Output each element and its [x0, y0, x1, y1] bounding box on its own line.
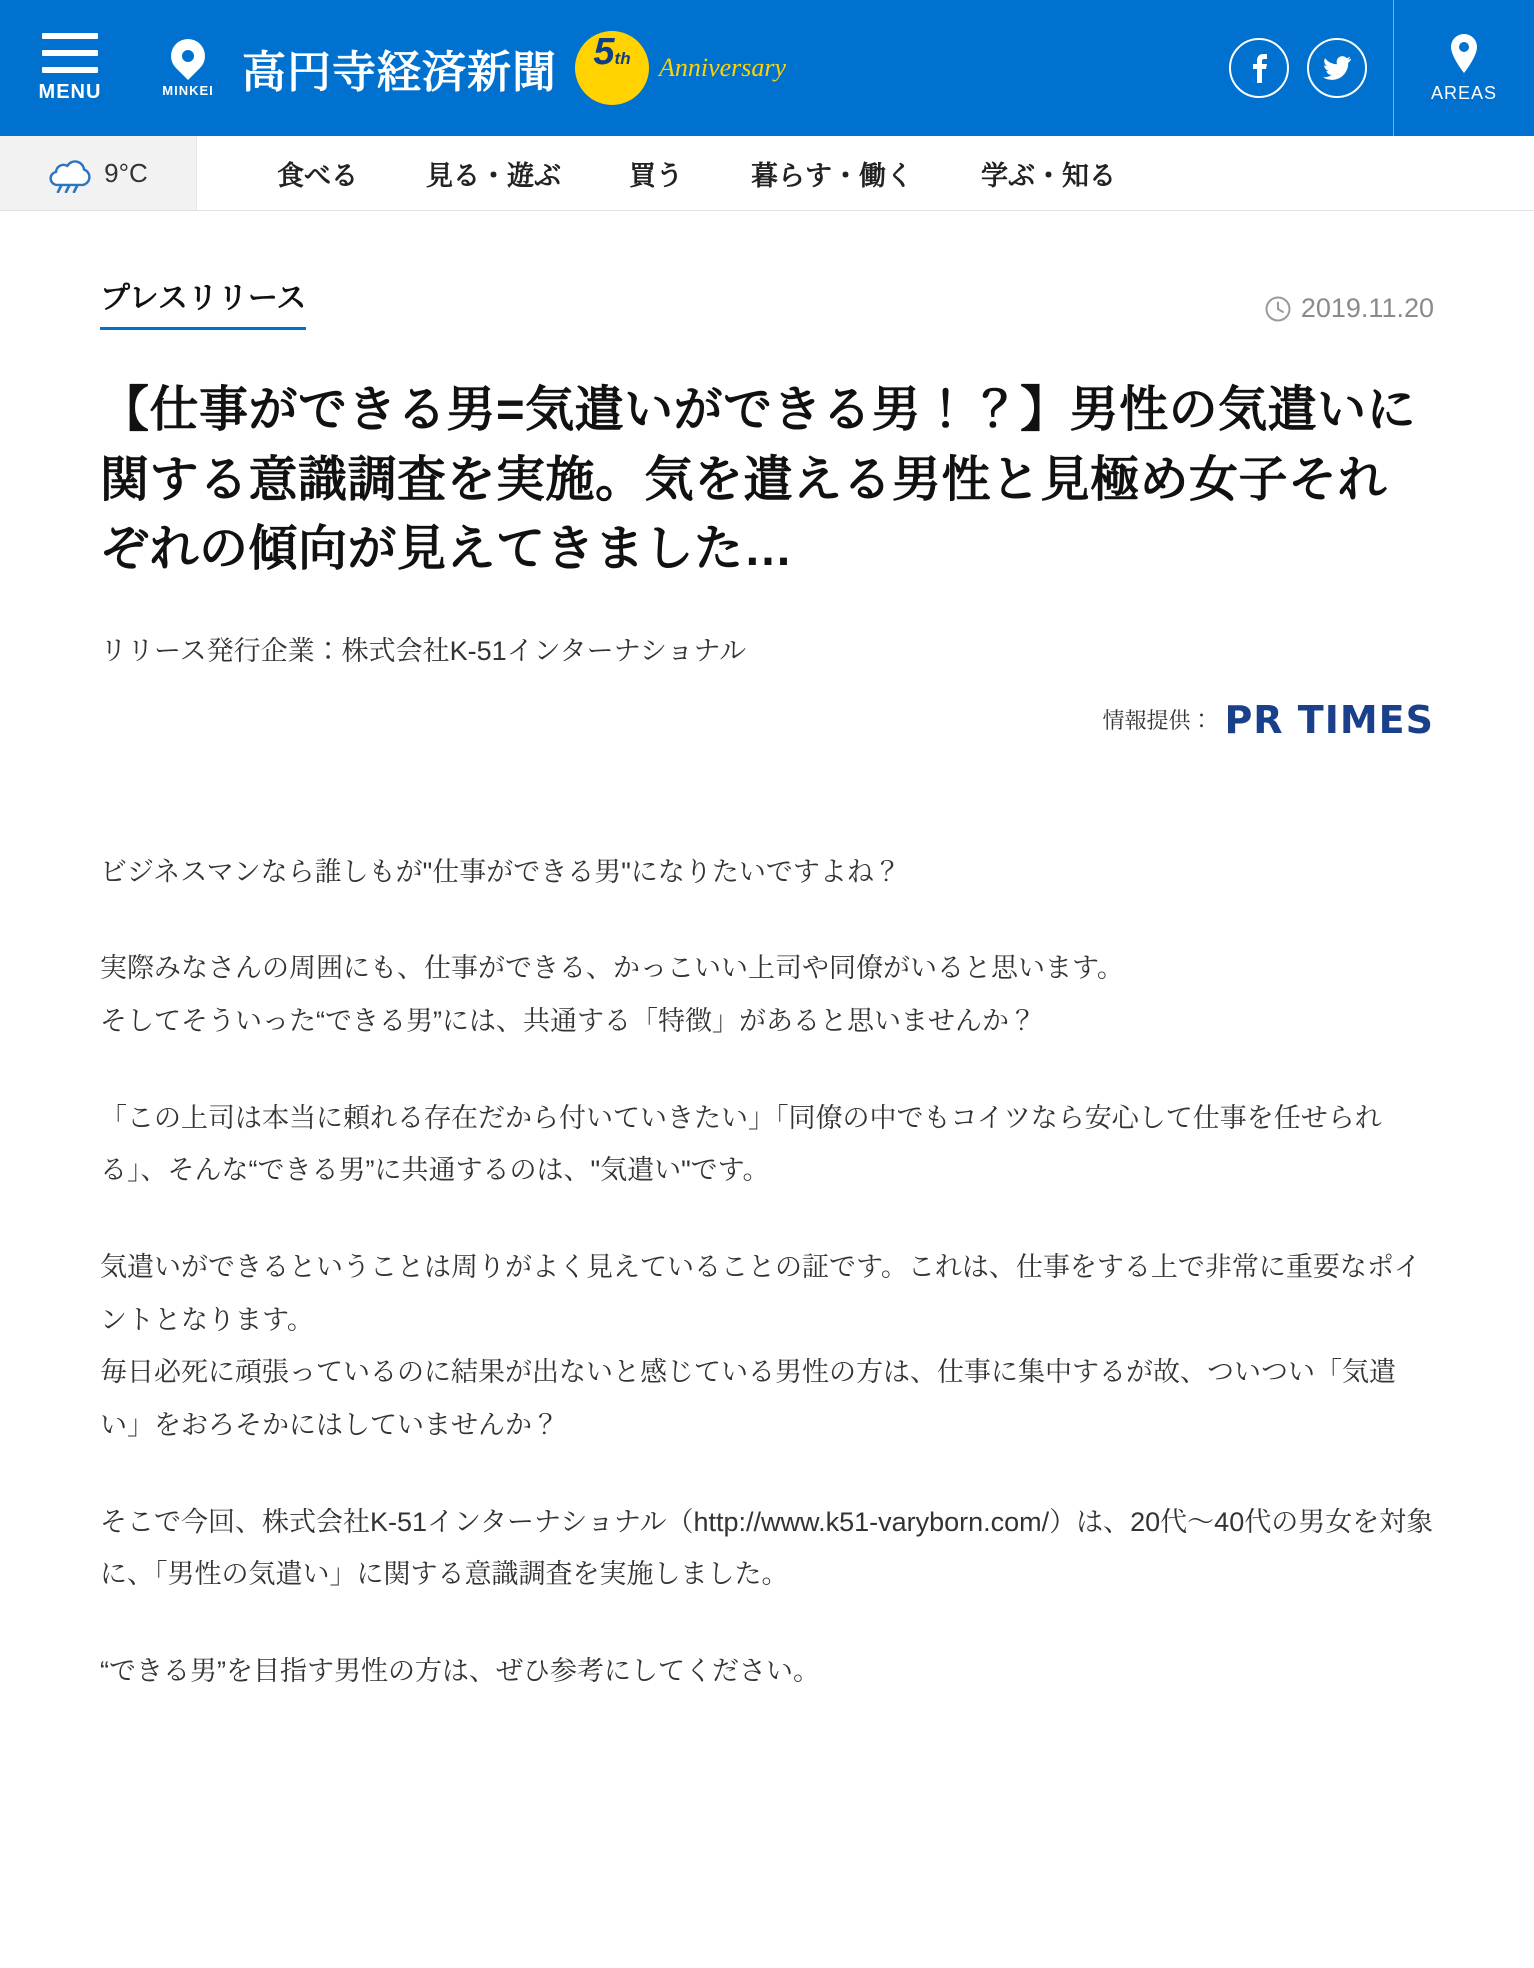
clock-icon	[1265, 296, 1291, 322]
article-paragraph: 「この上司は本当に頼れる存在だから付いていきたい」「同僚の中でもコイツなら安心して仕事を任せられる」、そんな“できる男”に共通するのは、"気遣い"です。	[100, 1102, 1382, 1186]
nav-item-taberu[interactable]: 食べる	[277, 160, 358, 191]
provider-row	[100, 698, 1434, 742]
nav-item-kurasu-hataraku[interactable]: 暮らす・働く	[751, 160, 913, 191]
article-paragraph: 実際みなさんの周囲にも、仕事ができる、かっこいい上司や同僚がいると思います。 そしてそういった“できる男”には、共通する「特徴」があると思いませんか？	[100, 953, 1124, 1037]
site-title: 高円寺経済新聞	[242, 48, 557, 97]
areas-pin-icon	[1447, 33, 1481, 75]
article-date: 2019.11.20	[1300, 293, 1434, 323]
anniversary-word: Anniversary	[659, 53, 787, 82]
release-company: リリース発行企業：株式会社K-51インターナショナル	[100, 635, 747, 666]
map-pin-icon	[164, 31, 212, 79]
article-meta	[100, 211, 1434, 330]
article-date-wrap	[1265, 293, 1434, 330]
menu-button-label: MENU	[38, 80, 102, 103]
main-nav	[0, 136, 1534, 211]
hamburger-icon	[42, 33, 98, 73]
minkei-logo[interactable]	[160, 39, 216, 98]
nav-item-kau[interactable]: 買う	[629, 160, 683, 191]
provider-label: 情報提供：	[1102, 708, 1213, 734]
nav-item-manabu-shiru[interactable]: 学ぶ・知る	[981, 160, 1116, 191]
article-paragraph: “できる男”を目指す男性の方は、ぜひ参考にしてください。	[100, 1655, 820, 1686]
article-paragraph: そこで今回、株式会社K-51インターナショナル（http://www.k51-varyborn.com/）は、20代〜40代の男女を対象に、「男性の気遣い」に関する意識調査を実施しました。	[100, 1506, 1434, 1590]
social-links	[1229, 0, 1393, 136]
rain-cloud-icon	[48, 153, 94, 193]
menu-button[interactable]	[0, 0, 140, 136]
site-header	[0, 0, 1534, 136]
article-category[interactable]: プレスリリース	[100, 273, 306, 330]
anniversary-number: 5	[593, 31, 615, 73]
article-paragraph: ビジネスマンなら誰しもが"仕事ができる男"になりたいですよね？	[100, 856, 901, 887]
anniversary-circle	[575, 31, 649, 105]
areas-button-label: AREAS	[1430, 82, 1498, 103]
twitter-icon[interactable]	[1307, 38, 1367, 98]
prtimes-logo[interactable]: PR TIMES	[1224, 697, 1434, 742]
minkei-logo-caption: MINKEI	[162, 82, 214, 98]
facebook-icon[interactable]	[1229, 38, 1289, 98]
anniversary-badge	[575, 31, 786, 105]
weather-temperature: 9°C	[104, 157, 148, 188]
page-title: 【仕事ができる男=気遣いができる男！？】男性の気遣いに関する意識調査を実施。気を遣える男性と見極め女子それぞれの傾向が見えてきました…	[100, 383, 1417, 577]
nav-item-miru-asobu[interactable]: 見る・遊ぶ	[426, 160, 561, 191]
weather-widget[interactable]	[0, 136, 197, 210]
brand-area[interactable]	[140, 0, 1229, 136]
anniversary-suffix: th	[614, 49, 631, 68]
areas-button[interactable]	[1393, 0, 1534, 136]
article	[0, 211, 1534, 1697]
nav-item-list	[197, 136, 1150, 210]
article-body	[100, 846, 1434, 1698]
article-paragraph: 気遣いができるということは周りがよく見えていることの証です。これは、仕事をする上で非常に重要なポイントとなります。 毎日必死に頑張っているのに結果が出ないと感じている男性の方は、仕事に集中するが故、ついつい「気遣い」をおろそかにはしていませんか？	[100, 1251, 1421, 1440]
